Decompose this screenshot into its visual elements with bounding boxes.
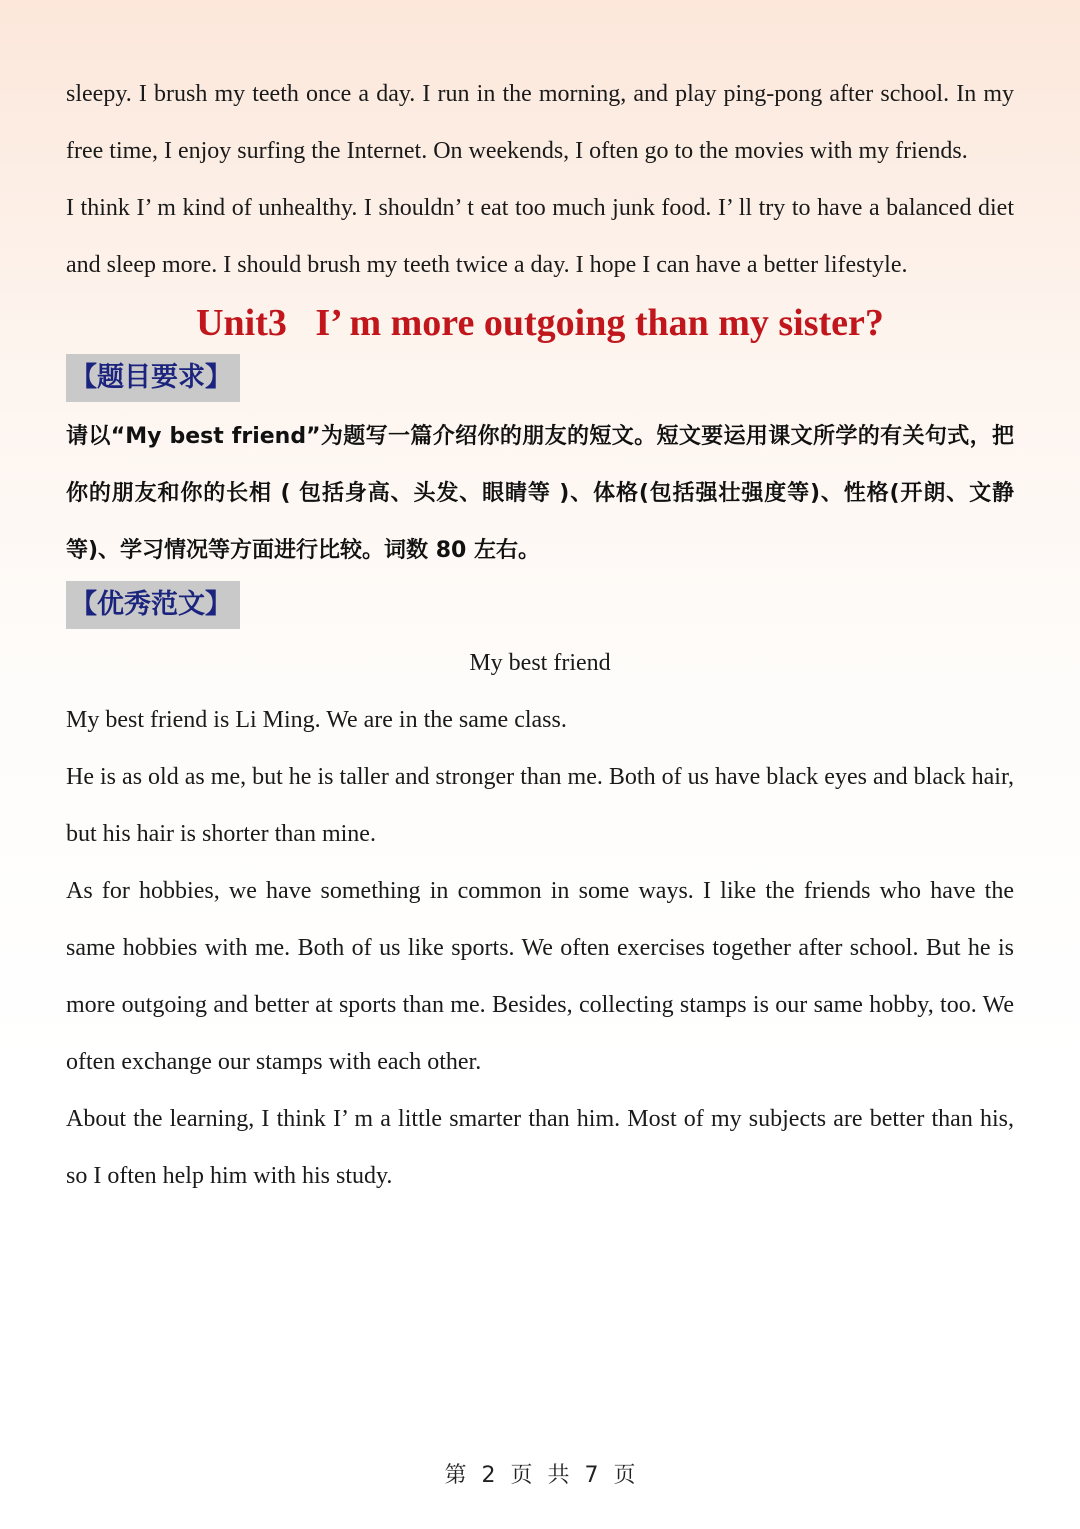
essay-title: My best friend <box>469 650 611 676</box>
unit-title: Unit3 I’ m more outgoing than my sister? <box>196 302 884 344</box>
lifestyle-paragraph: I think I’ m kind of unhealthy. I shouldn’ t eat too much junk food. I’ ll try to have a balanced diet and sleep more. I should brush my teeth twice a day. I hope I can have a better lifestyle. <box>66 195 1014 278</box>
continued-paragraph: sleepy. I brush my teeth once a day. I run in the morning, and play ping-pong after school. In my free time, I enjoy surfing the Internet. On weekends, I often go to the movies with my friends. <box>66 81 1014 164</box>
document-page <box>66 66 1014 1205</box>
page-number-footer: 第 2 页 共 7 页 <box>444 1463 636 1488</box>
essay-paragraph: About the learning, I think I’ m a little smarter than him. Most of my subjects are better than his, so I often help him with his study. <box>66 1106 1014 1189</box>
essay-paragraph: He is as old as me, but he is taller and stronger than me. Both of us have black eyes and black hair, but his hair is shorter than mine. <box>66 764 1014 847</box>
requirement-tag: 【题目要求】 <box>66 354 240 402</box>
essay-paragraph: My best friend is Li Ming. We are in the same class. <box>66 707 567 733</box>
requirement-text: 请以“My best friend”为题写一篇介绍你的朋友的短文。短文要运用课文所学的有关句式，把你的朋友和你的长相 ( 包括身高、头发、眼睛等 )、体格(包括强壮强度等)、性格(开朗、文静等)、学习情况等方面进行比较。词数 80 左右。 <box>66 424 1014 563</box>
essay-paragraph: As for hobbies, we have something in common in some ways. I like the friends who have the same hobbies with me. Both of us like sports. We often exercises together after school. But he is more outgoing and better at sports than me. Besides, collecting stamps is our same hobby, too. We often exchange our stamps with each other. <box>66 878 1014 1075</box>
sample-essay-tag: 【优秀范文】 <box>66 581 240 629</box>
